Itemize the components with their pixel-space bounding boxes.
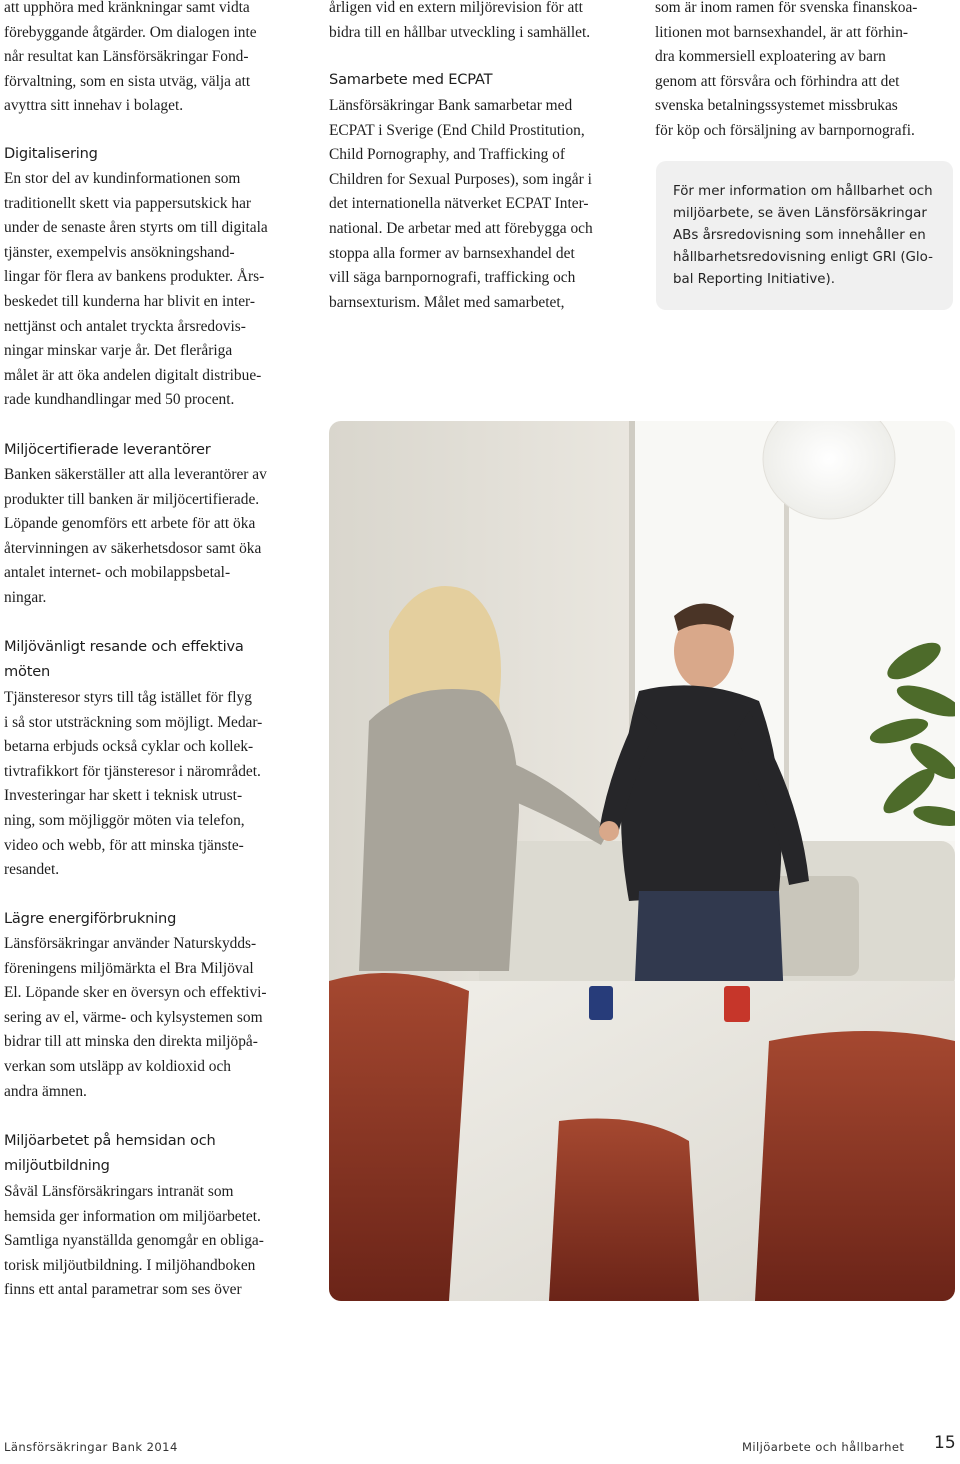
text-line: genom att försvåra och förhindra att det xyxy=(655,72,900,90)
heading-energiforbrukning xyxy=(4,907,176,932)
text-line: Samtliga nyanställda genomgår en obliga- xyxy=(4,1232,264,1250)
paragraph-miljocertifierade xyxy=(4,463,267,611)
text-line: video och webb, för att minska tjänste- xyxy=(4,836,244,854)
heading-miljovanligt-resande xyxy=(4,635,244,684)
footer-left: Länsförsäkringar Bank 2014 xyxy=(4,1440,178,1454)
heading-miljoarbetet-hemsidan xyxy=(4,1129,216,1178)
text-line: ECPAT i Sverige (End Child Prostitution, xyxy=(329,121,585,139)
office-handshake-photo xyxy=(329,421,955,1301)
text-line: verkan som utsläpp av koldioxid och xyxy=(4,1057,231,1075)
text-line: hållbarhetsredovisning enligt GRI (Glo- xyxy=(673,250,933,265)
page-number: 15 xyxy=(934,1433,956,1453)
text-line: återvinningen av säkerhetsdosor samt öka xyxy=(4,539,262,557)
text-line: resandet. xyxy=(4,861,60,879)
text-line: bidrar till att minska den direkta miljöpå- xyxy=(4,1033,258,1051)
text-line: betarna erbjuds också cyklar och kollek- xyxy=(4,738,254,756)
text-line: det internationella nätverket ECPAT Inter- xyxy=(329,195,589,213)
paragraph-ecpat-continued xyxy=(655,0,917,144)
text-line: bidra till en hållbar utveckling i samhället. xyxy=(329,23,591,41)
heading-ecpat: Samarbete med ECPAT xyxy=(329,71,493,88)
text-line: rade kundhandlingar med 50 procent. xyxy=(4,391,235,409)
text-line: ning, som möjliggör möten via telefon, xyxy=(4,811,245,829)
footer-right: Miljöarbete och hållbarhet xyxy=(742,1440,905,1454)
text-line: Lägre energiförbrukning xyxy=(4,910,177,927)
text-line: sering av el, värme- och kylsystemen som xyxy=(4,1008,263,1026)
text-line: andra ämnen. xyxy=(4,1082,87,1100)
paragraph-miljoarbetet-hemsidan xyxy=(4,1180,264,1303)
text-line: Miljöarbetet på hemsidan och xyxy=(4,1132,216,1149)
text-line: lingar för flera av bankens produkter. Års- xyxy=(4,268,265,286)
text-line: förvaltning, som en sista utväg, välja att xyxy=(4,72,251,90)
text-line: hemsida ger information om miljöarbetet. xyxy=(4,1207,261,1225)
paragraph-miljovanligt-resande xyxy=(4,686,262,883)
text-line: årligen vid en extern miljörevision för att xyxy=(329,0,583,16)
text-line: miljöarbete, se även Länsförsäkringar xyxy=(673,206,927,221)
text-line: når resultat kan Länsförsäkringar Fond- xyxy=(4,48,249,66)
text-line: Miljövänligt resande och effektiva xyxy=(4,638,244,655)
text-line: ningar minskar varje år. Det fleråriga xyxy=(4,342,233,360)
text-line: tivtrafikkort för tjänsteresor i närområdet. xyxy=(4,762,261,780)
text-line: produkter till banken är miljöcertifierade. xyxy=(4,490,260,508)
text-line: Investeringar har skett i teknisk utrust- xyxy=(4,787,243,805)
text-line: barnsexturism. Målet med samarbetet, xyxy=(329,293,565,311)
text-line: Löpande genomförs ett arbete för att öka xyxy=(4,515,256,533)
text-line: Tjänsteresor styrs till tåg istället för flyg xyxy=(4,689,252,706)
text-line: ABs årsredovisning som innehåller en xyxy=(673,228,926,243)
text-line: Såväl Länsförsäkringars intranät som xyxy=(4,1183,234,1200)
text-line: i så stor utsträckning som möjligt. Medar- xyxy=(4,713,263,731)
paragraph-energiforbrukning xyxy=(4,932,267,1104)
text-line: El. Löpande sker en översyn och effektivi- xyxy=(4,984,267,1002)
text-line: för köp och försäljning av barnpornografi. xyxy=(655,121,915,139)
text-line: vill säga barnpornografi, trafficking och xyxy=(329,269,576,287)
text-line: förebyggande åtgärder. Om dialogen inte xyxy=(4,23,257,41)
text-line: nettjänst och antalet tryckta årsredovis- xyxy=(4,317,246,335)
text-line: stoppa alla former av barnsexhandel det xyxy=(329,244,575,262)
text-line: ningar. xyxy=(4,588,47,606)
text-line: som är inom ramen för svenska finanskoa- xyxy=(655,0,918,16)
text-line: För mer information om hållbarhet och xyxy=(673,184,933,199)
text-line: litionen mot barnsexhandel, är att förhin- xyxy=(655,23,909,41)
text-line: Children for Sexual Purposes), som ingår i xyxy=(329,170,592,188)
info-box xyxy=(656,161,953,310)
text-line: avyttra sitt innehav i bolaget. xyxy=(4,97,184,115)
text-line: Banken säkerställer att alla leverantörer av xyxy=(4,466,267,483)
text-line: torisk miljöutbildning. I miljöhandboken xyxy=(4,1256,256,1274)
text-line: Länsförsäkringar Bank samarbetar med xyxy=(329,97,573,114)
heading-miljocertifierade xyxy=(4,438,211,463)
paragraph-digitalisering xyxy=(4,167,268,413)
text-line: national. De arbetar med att förebygga och xyxy=(329,219,593,237)
text-line: Child Pornography, and Trafficking of xyxy=(329,146,565,164)
text-line: möten xyxy=(4,662,51,680)
text-line: tjänster, exempelvis ansökningshand- xyxy=(4,243,235,261)
text-line: traditionellt skett via pappersutskick har xyxy=(4,194,252,212)
text-line: föreningens miljömärkta el Bra Miljöval xyxy=(4,959,254,977)
text-line: att upphöra med kränkningar samt vidta xyxy=(4,0,250,16)
intro-paragraph xyxy=(4,0,257,119)
heading-digitalisering xyxy=(4,142,98,167)
text-line: målet är att öka andelen digitalt distribue- xyxy=(4,366,262,384)
info-box-text xyxy=(673,181,933,291)
text-line: Digitalisering xyxy=(4,145,98,162)
text-line: bal Reporting Initiative). xyxy=(673,272,835,287)
text-line: Miljöcertifierade leverantörer xyxy=(4,441,211,458)
text-line: finns ett antal parametrar som ses över xyxy=(4,1281,242,1299)
text-line: svenska betalningssystemet missbrukas xyxy=(655,97,898,115)
paragraph-ecpat xyxy=(329,94,593,315)
text-line: dra kommersiell exploatering av barn xyxy=(655,48,886,66)
text-line: En stor del av kundinformationen som xyxy=(4,170,241,187)
text-line: Länsförsäkringar använder Naturskydds- xyxy=(4,935,257,952)
text-line: under de senaste åren styrts om till digitala xyxy=(4,219,268,237)
text-line: miljöutbildning xyxy=(4,1156,110,1174)
continued-paragraph xyxy=(329,0,590,45)
text-line: antalet internet- och mobilappsbetal- xyxy=(4,564,231,582)
text-line: beskedet till kunderna har blivit en inter- xyxy=(4,292,255,310)
